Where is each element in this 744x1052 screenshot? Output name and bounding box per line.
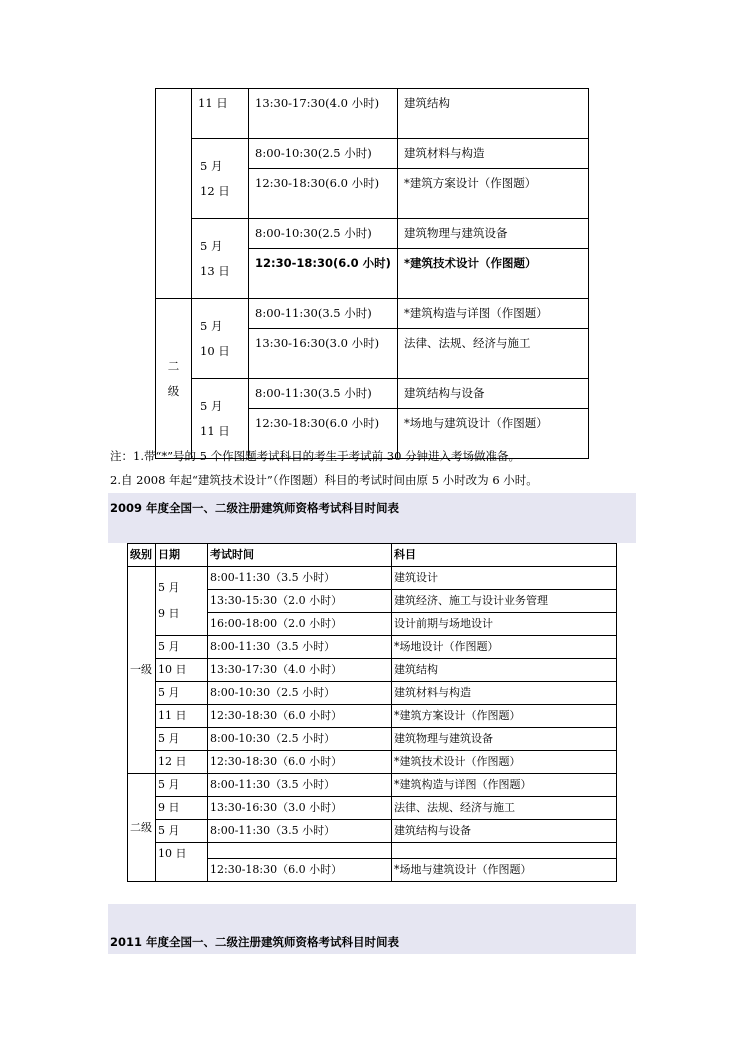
time-cell: 12:30-18:30（6.0 小时） [208, 705, 392, 728]
subject-cell: *场地与建筑设计（作图题） [398, 409, 589, 459]
time-cell: 12:30-18:30(6.0 小时) [249, 409, 398, 459]
date-cell: 5 月 10 日 [192, 299, 249, 379]
date-cell: 9 日 [156, 797, 208, 820]
subject-cell: 建筑经济、施工与设计业务管理 [392, 590, 617, 613]
subject-cell: 建筑物理与建筑设备 [392, 728, 617, 751]
level-cell-2: 二 级 [156, 299, 192, 459]
subject-cell: *建筑技术设计（作图题） [392, 751, 617, 774]
subject-cell: 建筑结构 [392, 659, 617, 682]
time-cell: 8:00-10:30(2.5 小时) [249, 139, 398, 169]
time-cell: 13:30-16:30（3.0 小时） [208, 797, 392, 820]
time-cell: 8:00-11:30（3.5 小时） [208, 567, 392, 590]
header-time: 考试时间 [208, 544, 392, 567]
date-cell: 5 月 11 日 [192, 379, 249, 459]
schedule-table-prev [155, 88, 589, 459]
time-cell: 8:00-10:30（2.5 小时） [208, 728, 392, 751]
date-cell: 11 日 [156, 705, 208, 728]
date-cell: 5 月 [156, 728, 208, 751]
subject-cell: *建筑构造与详图（作图题） [398, 299, 589, 329]
date-cell: 11 日 [192, 89, 249, 139]
time-cell: 13:30-17:30(4.0 小时) [249, 89, 398, 139]
date-cell: 5 月 12 日 [192, 139, 249, 219]
time-cell: 13:30-16:30(3.0 小时) [249, 329, 398, 379]
subject-cell: 建筑结构与设备 [398, 379, 589, 409]
date-cell: 10 日 [156, 843, 208, 882]
time-cell: 12:30-18:30(6.0 小时) [249, 249, 398, 299]
date-cell: 5 月 [156, 682, 208, 705]
subject-cell: *建筑技术设计（作图题） [398, 249, 589, 299]
subject-cell: *场地设计（作图题） [392, 636, 617, 659]
subject-cell: 法律、法规、经济与施工 [398, 329, 589, 379]
time-cell: 8:00-11:30（3.5 小时） [208, 636, 392, 659]
subject-cell: 建筑设计 [392, 567, 617, 590]
date-cell: 5 月 9 日 [156, 567, 208, 636]
subject-cell: *建筑方案设计（作图题） [398, 169, 589, 219]
subject-cell: 建筑材料与构造 [392, 682, 617, 705]
level-erji: 二级 [128, 774, 156, 882]
subject-cell: 设计前期与场地设计 [392, 613, 617, 636]
subject-cell: 建筑结构与设备 [392, 820, 617, 843]
time-cell: 8:00-11:30(3.5 小时) [249, 379, 398, 409]
subject-cell: 建筑结构 [398, 89, 589, 139]
subject-cell: 法律、法规、经济与施工 [392, 797, 617, 820]
subject-cell: *建筑构造与详图（作图题） [392, 774, 617, 797]
title-band-2009 [108, 493, 636, 543]
level-yiji: 一级 [128, 567, 156, 774]
section-title-2009: 2009 年度全国一、二级注册建筑师资格考试科目时间表 [110, 501, 400, 515]
header-level: 级别 [128, 544, 156, 567]
time-cell: 16:00-18:00（2.0 小时） [208, 613, 392, 636]
header-subject: 科目 [392, 544, 617, 567]
time-cell: 12:30-18:30(6.0 小时) [249, 169, 398, 219]
date-cell: 5 月 [156, 636, 208, 659]
subject-cell: 建筑物理与建筑设备 [398, 219, 589, 249]
time-cell: 8:00-11:30（3.5 小时） [208, 820, 392, 843]
time-cell: 12:30-18:30（6.0 小时） [208, 751, 392, 774]
schedule-table-2009 [127, 543, 617, 882]
date-cell: 12 日 [156, 751, 208, 774]
date-cell: 5 月 [156, 774, 208, 797]
section-title-2011: 2011 年度全国一、二级注册建筑师资格考试科目时间表 [110, 935, 400, 949]
time-cell: 13:30-15:30（2.0 小时） [208, 590, 392, 613]
subject-cell-empty [392, 843, 617, 859]
date-cell: 10 日 [156, 659, 208, 682]
time-cell: 8:00-10:30(2.5 小时) [249, 219, 398, 249]
time-cell: 8:00-11:30(3.5 小时) [249, 299, 398, 329]
title-band-2011 [108, 904, 636, 954]
subject-cell: 建筑材料与构造 [398, 139, 589, 169]
time-cell: 8:00-10:30（2.5 小时） [208, 682, 392, 705]
time-cell: 12:30-18:30（6.0 小时） [208, 859, 392, 882]
date-cell: 5 月 13 日 [192, 219, 249, 299]
subject-cell: *场地与建筑设计（作图题） [392, 859, 617, 882]
time-cell: 13:30-17:30（4.0 小时） [208, 659, 392, 682]
time-cell: 8:00-11:30（3.5 小时） [208, 774, 392, 797]
date-cell: 5 月 [156, 820, 208, 843]
level-cell-1 [156, 89, 192, 299]
time-cell-empty [208, 843, 392, 859]
note-line-2: 2.自 2008 年起“建筑技术设计”（作图题）科目的考试时间由原 5 小时改为 6 小时。 [110, 473, 538, 487]
header-date: 日期 [156, 544, 208, 567]
subject-cell: *建筑方案设计（作图题） [392, 705, 617, 728]
note-line-1: 注：1.带“*”号的 5 个作图题考试科目的考生于考试前 30 分钟进入考场做准备。 [110, 449, 521, 463]
